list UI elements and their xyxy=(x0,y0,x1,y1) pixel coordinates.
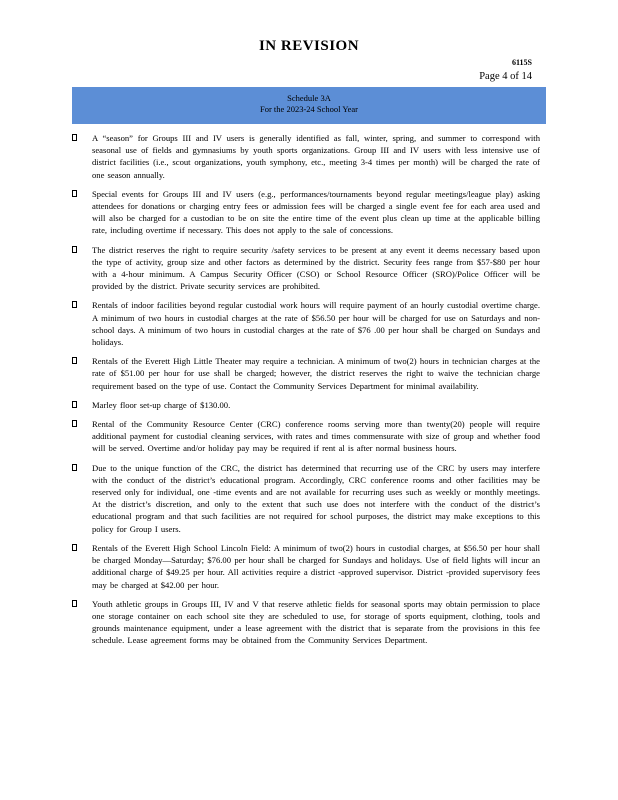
list-item-text: Due to the unique function of the CRC, the district has determined that recurring use of the CRC by users may interfere with the conduct of the district’s educational program. Accordingly, CRC conference rooms and other facilities may be reserved only for individual, one -time events and are not available for recurring uses such as weekly or monthly meetings. At the district’s discretion, and only to the extent that such use does not interfere with the conduct of the district’s educational program and that such facilities are not required for school purposes, the district may make exceptions to this policy for Group I users. xyxy=(92,462,540,534)
bullet-box-icon xyxy=(72,190,77,197)
list-item xyxy=(72,132,540,181)
list-item xyxy=(72,399,540,411)
list-item-text: Rentals of indoor facilities beyond regular custodial work hours will require payment of an hourly custodial overtime charge. A minimum of two hours in custodial charges at the rate of $56.50 per hour will be charged for use on Saturdays and non- school days. A minimum of two hours in custodial charges at the rate of $76 .00 per hour shall be charged on Sundays and holidays. xyxy=(92,300,540,348)
list-item xyxy=(72,355,540,392)
list-item-text: Marley floor set-up charge of $130.00. xyxy=(92,399,231,410)
bullet-box-icon xyxy=(72,357,77,364)
list-item-text: Special events for Groups III and IV users (e.g., performances/tournaments beyond regular meetings/league play) asking attendees for donations or charging entry fees or admission fees will be charged a single event fee for each area used and will also be charged for a custodian to be on site the entire time of the event plus clean up time at the applicable billing rate, including overtime if necessary. This does not apply to the sale of concessions. xyxy=(92,188,540,236)
list-item-text: Rentals of the Everett High School Lincoln Field: A minimum of two(2) hours in custodial charges, at $56.50 per hour shall be charged Monday—Saturday; $76.00 per hour shall be charged for Sundays and holidays. Use of field lights will incur an additional charge of $49.25 per hour. All activities require a district -approved supervisor. District -provided supervisory fees may be charged at $42.00 per hour. xyxy=(92,542,540,590)
schedule-year: For the 2023-24 School Year xyxy=(260,104,358,114)
list-item-text: Youth athletic groups in Groups III, IV and V that reserve athletic fields for seasonal sports may obtain permission to place one storage container on each school site they are scheduled to use, for storage of sports equipment, clothing, tools and grounds maintenance equipment, under a lease agreement with the district that is separate from the provisions in this fee schedule. Lease agreement forms may be obtained from the Community Services Department. xyxy=(92,598,540,646)
list-item xyxy=(72,244,540,293)
bullet-box-icon xyxy=(72,401,77,408)
list-item-text: Rentals of the Everett High Little Theater may require a technician. A minimum of two(2) hours in technician charges at the rate of $51.00 per hour for use shall be charged; however, the district reserves the right to waive the technician charge requirement based on the type of use. Contact the Community Services Department for minimal availability. xyxy=(92,356,540,391)
list-item xyxy=(72,299,540,348)
bullet-box-icon xyxy=(72,246,77,253)
document-title: IN REVISION xyxy=(258,38,360,54)
list-item xyxy=(72,462,540,535)
bullet-box-icon xyxy=(72,544,77,551)
schedule-title: Schedule 3A xyxy=(287,93,331,103)
bullet-box-icon xyxy=(72,420,77,427)
list-item-text: Rental of the Community Resource Center (CRC) conference rooms serving more than twenty(20) people will require additional payment for custodial cleaning services, with rates and times commensurate with size of group and whether food will be served. Overtime and/or holiday pay may be required if rent al is after normal business hours. xyxy=(92,419,540,454)
list-item-text: The district reserves the right to require security /safety services to be present at any event it deems necessary based upon the type of activity, group size and other factors as determined by the district. Security fees range from $57-$80 per hour with a 4-hour minimum. A Campus Security Officer (CSO) or School Resource Officer (SRO)/Police Officer will be provided by the district. Private security services are prohibited. xyxy=(92,244,540,292)
page-number: Page 4 of 14 xyxy=(479,71,532,82)
bullet-box-icon xyxy=(72,464,77,471)
fee-rules-list xyxy=(72,132,540,654)
list-item-text: A “season” for Groups III and IV users is generally identified as fall, winter, spring, and summer to correspond with seasonal use of fields and gymnasiums by youth sports organizations. Group III and IV users with less intensive use of district facilities (i.e., scout organizations, youth symphony, etc., meeting 3-4 times per month) will be charged the rate of one season annually. xyxy=(92,133,540,180)
bullet-box-icon xyxy=(72,600,77,607)
list-item xyxy=(72,188,540,237)
list-item xyxy=(72,418,540,455)
list-item xyxy=(72,542,540,591)
bullet-box-icon xyxy=(72,134,77,141)
list-item xyxy=(72,598,540,647)
policy-code: 6115S xyxy=(511,58,532,67)
bullet-box-icon xyxy=(72,301,77,308)
schedule-banner xyxy=(72,87,546,124)
